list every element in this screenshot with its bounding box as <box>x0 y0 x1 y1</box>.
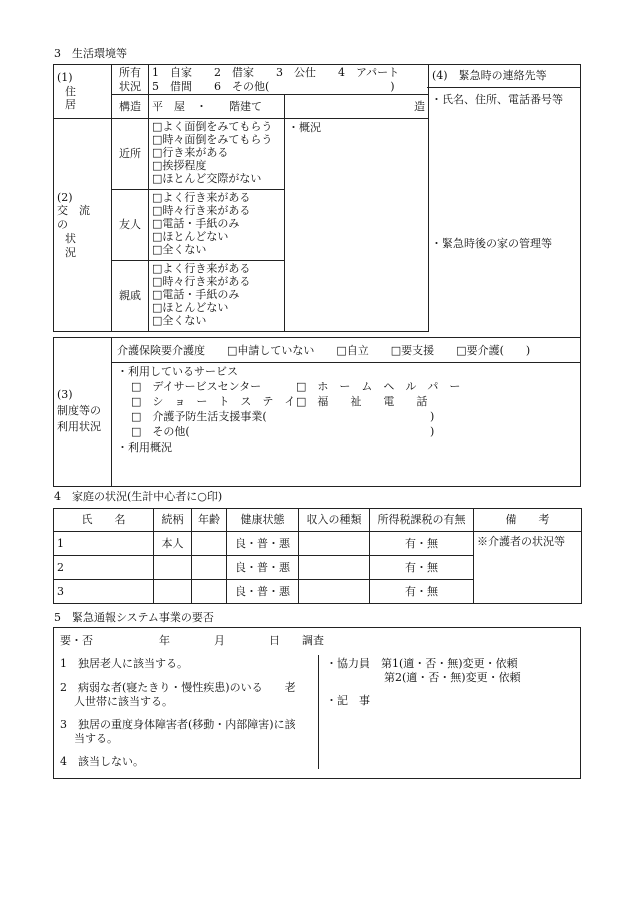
exchange-label-cell <box>54 119 112 332</box>
system-usage-box <box>53 337 581 487</box>
living-environment-table <box>53 64 429 332</box>
housing-label-cell <box>54 65 112 119</box>
col-header-relation: 続柄 <box>154 509 192 532</box>
service-welfare-phone: □ 福 祉 電 話 <box>296 395 428 408</box>
notes-label: ・記 事 <box>326 694 370 707</box>
usage-overview: ・利用概況 <box>117 441 172 454</box>
friend-option: □ほとんどない <box>152 230 229 243</box>
emergency-system-box <box>53 627 581 779</box>
ownership-label2: 状況 <box>119 79 141 93</box>
system-num: (3) <box>57 388 73 401</box>
section3-title: 3 生活環境等 <box>54 47 127 60</box>
neighbor-option: □挨拶程度 <box>152 159 207 172</box>
housing-num: (1) <box>57 70 73 84</box>
service-other-close: ) <box>430 425 435 438</box>
friend-label: 友人 <box>112 190 149 261</box>
col-header-tax: 所得税課税の有無 <box>370 509 474 532</box>
friend-option: □よく行き来がある <box>152 191 251 204</box>
emergency-contact: ・氏名、住所、電話番号等 <box>431 93 563 106</box>
relative-label: 親戚 <box>112 261 149 332</box>
service-home-helper: □ ホ ー ム ヘ ル パ ー <box>296 380 461 393</box>
row-health: 良・普・悪 <box>227 532 299 556</box>
structure-label: 構造 <box>112 95 149 119</box>
criteria-item-2: 2 病弱な者(寝たきり・慢性疾患)のいる 老 <box>60 681 296 694</box>
exchange-overview: ・概況 <box>285 119 429 332</box>
row-relation: 本人 <box>154 532 192 556</box>
service-other: □ その他( <box>131 425 190 438</box>
survey-header: 要・否 年 月 日 調査 <box>60 634 324 647</box>
neighbor-option: □ほとんど交際がない <box>152 172 262 185</box>
structure-text: 平 屋 ・ 階建て <box>149 95 285 119</box>
relative-option: □よく行き来がある <box>152 262 251 275</box>
relative-options <box>149 261 285 332</box>
criteria-item-3: 3 独居の重度身体障害者(移動・内部障害)に該 <box>60 718 296 731</box>
system-label1: 制度等の <box>57 404 101 417</box>
criteria-item-1: 1 独居老人に該当する。 <box>60 657 188 670</box>
row-age <box>192 556 227 580</box>
system-label2: 利用状況 <box>57 420 101 433</box>
friend-options <box>149 190 285 261</box>
row-num: 2 <box>54 556 154 580</box>
col-header-health: 健康状態 <box>227 509 299 532</box>
relative-option: □全くない <box>152 314 207 327</box>
section5-title: 5 緊急通報システム事業の要否 <box>54 611 214 624</box>
emergency-title: (4) 緊急時の連絡先等 <box>427 65 580 88</box>
exchange-label2: 状 況 <box>65 231 98 259</box>
row-num: 1 <box>54 532 154 556</box>
exchange-num: (2) <box>57 190 73 204</box>
vertical-divider <box>318 655 319 769</box>
friend-option: □電話・手紙のみ <box>152 217 240 230</box>
row-health: 良・普・悪 <box>227 580 299 604</box>
row-relation <box>154 556 192 580</box>
service-prevention: □ 介護予防生活支援事業( <box>131 410 267 423</box>
row-tax: 有・無 <box>370 556 474 580</box>
friend-option: □全くない <box>152 243 207 256</box>
emergency-house: ・緊急時後の家の管理等 <box>431 237 552 250</box>
row-health: 良・普・悪 <box>227 556 299 580</box>
neighbor-options <box>149 119 285 190</box>
ownership-label-cell <box>112 65 149 95</box>
relative-option: □時々行き来がある <box>152 275 251 288</box>
helper-line-2: 第2(適・否・無)変更・依頼 <box>384 671 521 684</box>
service-short-stay: □ シ ョ ー ト ス テ イ <box>131 395 296 408</box>
row-income <box>299 556 370 580</box>
ownership-line2: 5 借間 6 その他( ) <box>152 79 395 93</box>
relative-option: □電話・手紙のみ <box>152 288 240 301</box>
structure-end: 造 <box>285 95 429 119</box>
row-income <box>299 580 370 604</box>
row-tax: 有・無 <box>370 580 474 604</box>
neighbor-option: □よく面倒をみてもらう <box>152 120 273 133</box>
service-day-center: □ デイサービスセンター <box>131 380 262 393</box>
service-prevention-close: ) <box>430 410 435 423</box>
neighbor-label: 近所 <box>112 119 149 190</box>
friend-option: □時々行き来がある <box>152 204 251 217</box>
col-header-name: 氏 名 <box>54 509 154 532</box>
col-header-age: 年齢 <box>192 509 227 532</box>
system-label-cell <box>54 338 112 486</box>
ownership-options-cell <box>149 65 429 95</box>
table-row <box>54 532 582 556</box>
neighbor-option: □時々面倒をみてもらう <box>152 133 273 146</box>
exchange-label1: 交 流 の <box>57 204 101 232</box>
col-header-income: 収入の種類 <box>299 509 370 532</box>
criteria-item-2-cont: 人世帯に該当する。 <box>74 695 173 708</box>
emergency-contact-box <box>427 64 581 338</box>
helper-line-1: ・協力員 第1(適・否・無)変更・依頼 <box>326 657 518 670</box>
section4-title: 4 家庭の状況(生計中心者に○印) <box>54 490 223 503</box>
household-table <box>53 508 582 604</box>
housing-label: 住 居 <box>65 84 98 112</box>
criteria-item-4: 4 該当しない。 <box>60 755 144 768</box>
row-age <box>192 580 227 604</box>
row-tax: 有・無 <box>370 532 474 556</box>
row-income <box>299 532 370 556</box>
care-level-line: 介護保険要介護度 □申請していない □自立 □要支援 □要介護( ) <box>117 344 531 357</box>
criteria-item-3-cont: 当する。 <box>74 732 118 745</box>
ownership-label: 所有 <box>119 65 141 79</box>
services-title: ・利用しているサービス <box>117 365 238 378</box>
row-age <box>192 532 227 556</box>
ownership-line1: 1 自家 2 借家 3 公仕 4 アパート <box>152 65 400 79</box>
col-header-remarks: 備 考 <box>474 509 582 532</box>
row-relation <box>154 580 192 604</box>
relative-option: □ほとんどない <box>152 301 229 314</box>
neighbor-option: □行き来がある <box>152 146 229 159</box>
remarks-cell: ※介護者の状況等 <box>474 532 582 604</box>
row-num: 3 <box>54 580 154 604</box>
